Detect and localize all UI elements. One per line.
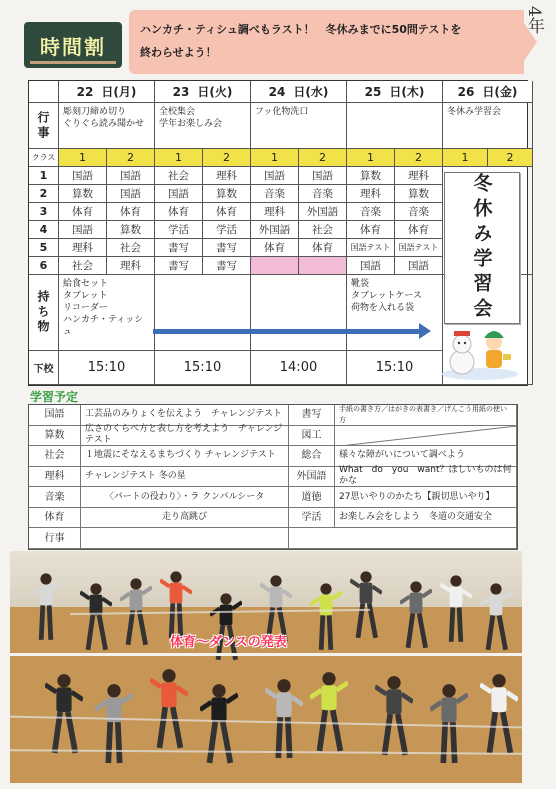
subject-cell: 理科 (347, 185, 395, 203)
event-cell (347, 103, 443, 149)
plan-subject-right: 学活 (289, 508, 335, 529)
day-number: 23 (172, 84, 190, 99)
subject-cell: 国語 (299, 167, 347, 185)
class-number: 2 (299, 149, 347, 167)
subject-cell: 理科 (203, 167, 251, 185)
subject-cell: 国語 (59, 221, 107, 239)
subject-cell: 学活 (155, 221, 203, 239)
day-number: 25 (364, 84, 382, 99)
subject-cell: 社会 (155, 167, 203, 185)
plan-content: 走り高跳び (81, 508, 289, 529)
plan-subject-right: 外国語 (289, 467, 335, 488)
belongings-monday: 給食セット タブレット リコーダー ハンカチ・ティッシュ (59, 275, 155, 351)
class-label: クラス (29, 149, 59, 167)
period-number: 6 (29, 257, 59, 275)
subject-cell: 社会 (299, 221, 347, 239)
day-label: 日(月) (101, 85, 137, 99)
subject-cell: 外国語 (299, 203, 347, 221)
plan-subject: 国語 (29, 405, 81, 426)
subject-cell: 体育 (299, 239, 347, 257)
class-number: 2 (107, 149, 155, 167)
plan-subject: 音楽 (29, 487, 81, 508)
subject-cell: 算数 (347, 167, 395, 185)
plan-content: チャレンジテスト 冬の星 (81, 467, 289, 488)
subject-cell: 書写 (203, 239, 251, 257)
snowman-illustration (440, 324, 520, 380)
plan-content: 工芸品のみりょくを伝えよう チャレンジテスト (81, 405, 289, 426)
class-number: 1 (347, 149, 395, 167)
belongings-wednesday (251, 275, 347, 351)
subject-cell: 国語 (107, 167, 155, 185)
subject-cell: 国語 (107, 185, 155, 203)
plan-title: 学習予定 (30, 390, 79, 404)
continue-arrow (153, 329, 421, 334)
subject-cell: 算数 (107, 221, 155, 239)
subject-cell: 体育 (347, 221, 395, 239)
dancer-figure (95, 681, 133, 767)
subject-cell: 国語 (347, 257, 395, 275)
plan-content-right: お楽しみ会をしよう 冬道の交通安全 (335, 508, 517, 529)
learning-plan-table (28, 404, 518, 550)
period-number: 3 (29, 203, 59, 221)
plan-content (81, 528, 289, 549)
subject-cell: 国語 (395, 257, 443, 275)
subject-cell: 国語 (155, 185, 203, 203)
plan-content-right: 手紙の書き方／はがきの表書き／げんこう用紙の使い方 (335, 405, 517, 426)
plan-subject-right: 総合 (289, 446, 335, 467)
subject-cell: 音楽 (299, 185, 347, 203)
goal-banner-text (140, 18, 510, 64)
subject-cell: 算数 (395, 185, 443, 203)
banner-line-2: 終わらせよう！ (140, 46, 217, 59)
blank-diagonal (335, 426, 517, 447)
belongings-label: 持ち物 (29, 275, 59, 351)
dancer-figure (310, 669, 348, 755)
dancer-figure (150, 666, 188, 752)
subject-cell: 国語 (251, 167, 299, 185)
subject-cell: 音楽 (251, 185, 299, 203)
dismissal-time: 14:00 (251, 351, 347, 385)
plan-subject-right: 道徳 (289, 487, 335, 508)
plan-subject: 体育 (29, 508, 81, 529)
class-number: 1 (443, 149, 488, 167)
dancer-figure (30, 571, 62, 643)
day-number: 26 (457, 84, 475, 99)
winter-study-box (444, 172, 520, 324)
subject-cell: 外国語 (251, 221, 299, 239)
page-title-text: 時間割 (40, 34, 106, 59)
subject-cell: 学活 (203, 221, 251, 239)
grade-handwritten: 4年 (524, 6, 544, 34)
dancer-figure (480, 581, 512, 653)
plan-content: 広さのくらべ方と表し方を考えよう チャレンジテスト (81, 426, 289, 447)
event-cell: 全校集会 学年お楽しみ会 (155, 103, 251, 149)
subject-cell: 書写 (203, 257, 251, 275)
subject-cell: 算数 (59, 185, 107, 203)
plan-subject: 行事 (29, 528, 81, 549)
subject-cell: 国語 (59, 167, 107, 185)
event-cell: 彫刻刀締め切り ぐりぐら読み聞かせ (59, 103, 155, 149)
subject-cell: 理科 (107, 257, 155, 275)
plan-content-right: 27思いやりのかたち【親切思いやり】 (335, 487, 517, 508)
dancer-figure (375, 673, 413, 759)
day-label: 日(木) (389, 85, 425, 99)
dismissal-label: 下校 (29, 351, 59, 385)
period-number: 1 (29, 167, 59, 185)
subject-cell: 国語テスト (395, 239, 443, 257)
day-label: 日(水) (293, 85, 329, 99)
dancer-figure (350, 569, 382, 641)
dancer-figure (480, 671, 518, 757)
dance-photo (10, 551, 522, 783)
dancer-figure (310, 581, 342, 653)
plan-content: １地震にそなえるまちづくり チャレンジテスト (81, 446, 289, 467)
class-number: 1 (59, 149, 107, 167)
plan-content-right: 様々な障がいについて調べよう (335, 446, 517, 467)
class-number: 2 (488, 149, 533, 167)
subject-cell: 書写 (155, 257, 203, 275)
subject-cell (251, 257, 299, 275)
subject-cell: 書写 (155, 239, 203, 257)
day-header (251, 81, 347, 103)
subject-cell: 社会 (59, 257, 107, 275)
photo-divider (10, 653, 522, 656)
subject-cell: 国語テスト (347, 239, 395, 257)
plan-content-right: What do you want？ほしいものは何かな (335, 467, 517, 488)
subject-cell: 社会 (107, 239, 155, 257)
dancer-figure (265, 676, 303, 762)
photo-caption: 体育～ダンスの発表 (170, 635, 287, 650)
dismissal-time: 15:10 (347, 351, 443, 385)
day-header (443, 81, 533, 103)
subject-cell: 算数 (203, 185, 251, 203)
subject-cell (299, 257, 347, 275)
period-number: 2 (29, 185, 59, 203)
plan-subject-right: 書写 (289, 405, 335, 426)
winter-study-text: 冬休み学習会 (470, 173, 493, 323)
day-header (155, 81, 251, 103)
plan-subject: 算数 (29, 426, 81, 447)
subject-cell: 音楽 (395, 203, 443, 221)
period-number: 4 (29, 221, 59, 239)
continue-arrow-head (419, 323, 431, 339)
subject-cell: 体育 (395, 221, 443, 239)
plan-subject: 社会 (29, 446, 81, 467)
dismissal-time: 15:10 (59, 351, 155, 385)
day-header (59, 81, 155, 103)
plan-subject-right: 図工 (289, 426, 335, 447)
subject-cell: 音楽 (347, 203, 395, 221)
dancer-figure (200, 681, 238, 767)
corner-cell (29, 81, 59, 103)
day-label: 日(金) (482, 85, 518, 99)
class-number: 2 (203, 149, 251, 167)
dancer-figure (400, 579, 432, 651)
period-number: 5 (29, 239, 59, 257)
day-number: 24 (268, 84, 286, 99)
subject-cell: 体育 (59, 203, 107, 221)
subject-cell: 理科 (395, 167, 443, 185)
plan-subject: 理科 (29, 467, 81, 488)
page-title (24, 22, 122, 68)
day-header (347, 81, 443, 103)
subject-cell: 体育 (251, 239, 299, 257)
day-number: 22 (76, 84, 94, 99)
plan-content: 〈パートの役わり〉・ラ クンパルシータ (81, 487, 289, 508)
day-label: 日(火) (197, 85, 233, 99)
subject-cell: 体育 (155, 203, 203, 221)
subject-cell: 体育 (203, 203, 251, 221)
banner-line-1: ハンカチ・ティシュ調べもラスト！ 冬休みまでに50問テストを (140, 23, 462, 36)
plan-blank-right (289, 528, 517, 549)
class-number: 1 (251, 149, 299, 167)
event-cell: 冬休み学習会 (443, 103, 533, 149)
dancer-figure (80, 581, 112, 653)
subject-cell: 体育 (107, 203, 155, 221)
events-label: 行事 (29, 103, 59, 149)
event-cell: フッ化物洗口 (251, 103, 347, 149)
belongings-tuesday (155, 275, 251, 351)
dismissal-time: 15:10 (155, 351, 251, 385)
class-number: 1 (155, 149, 203, 167)
class-number: 2 (395, 149, 443, 167)
dancer-figure (45, 671, 83, 757)
belongings-thursday: 靴袋 タブレットケース 荷物を入れる袋 (347, 275, 443, 351)
dancer-figure (440, 573, 472, 645)
subject-cell: 理科 (251, 203, 299, 221)
subject-cell: 理科 (59, 239, 107, 257)
